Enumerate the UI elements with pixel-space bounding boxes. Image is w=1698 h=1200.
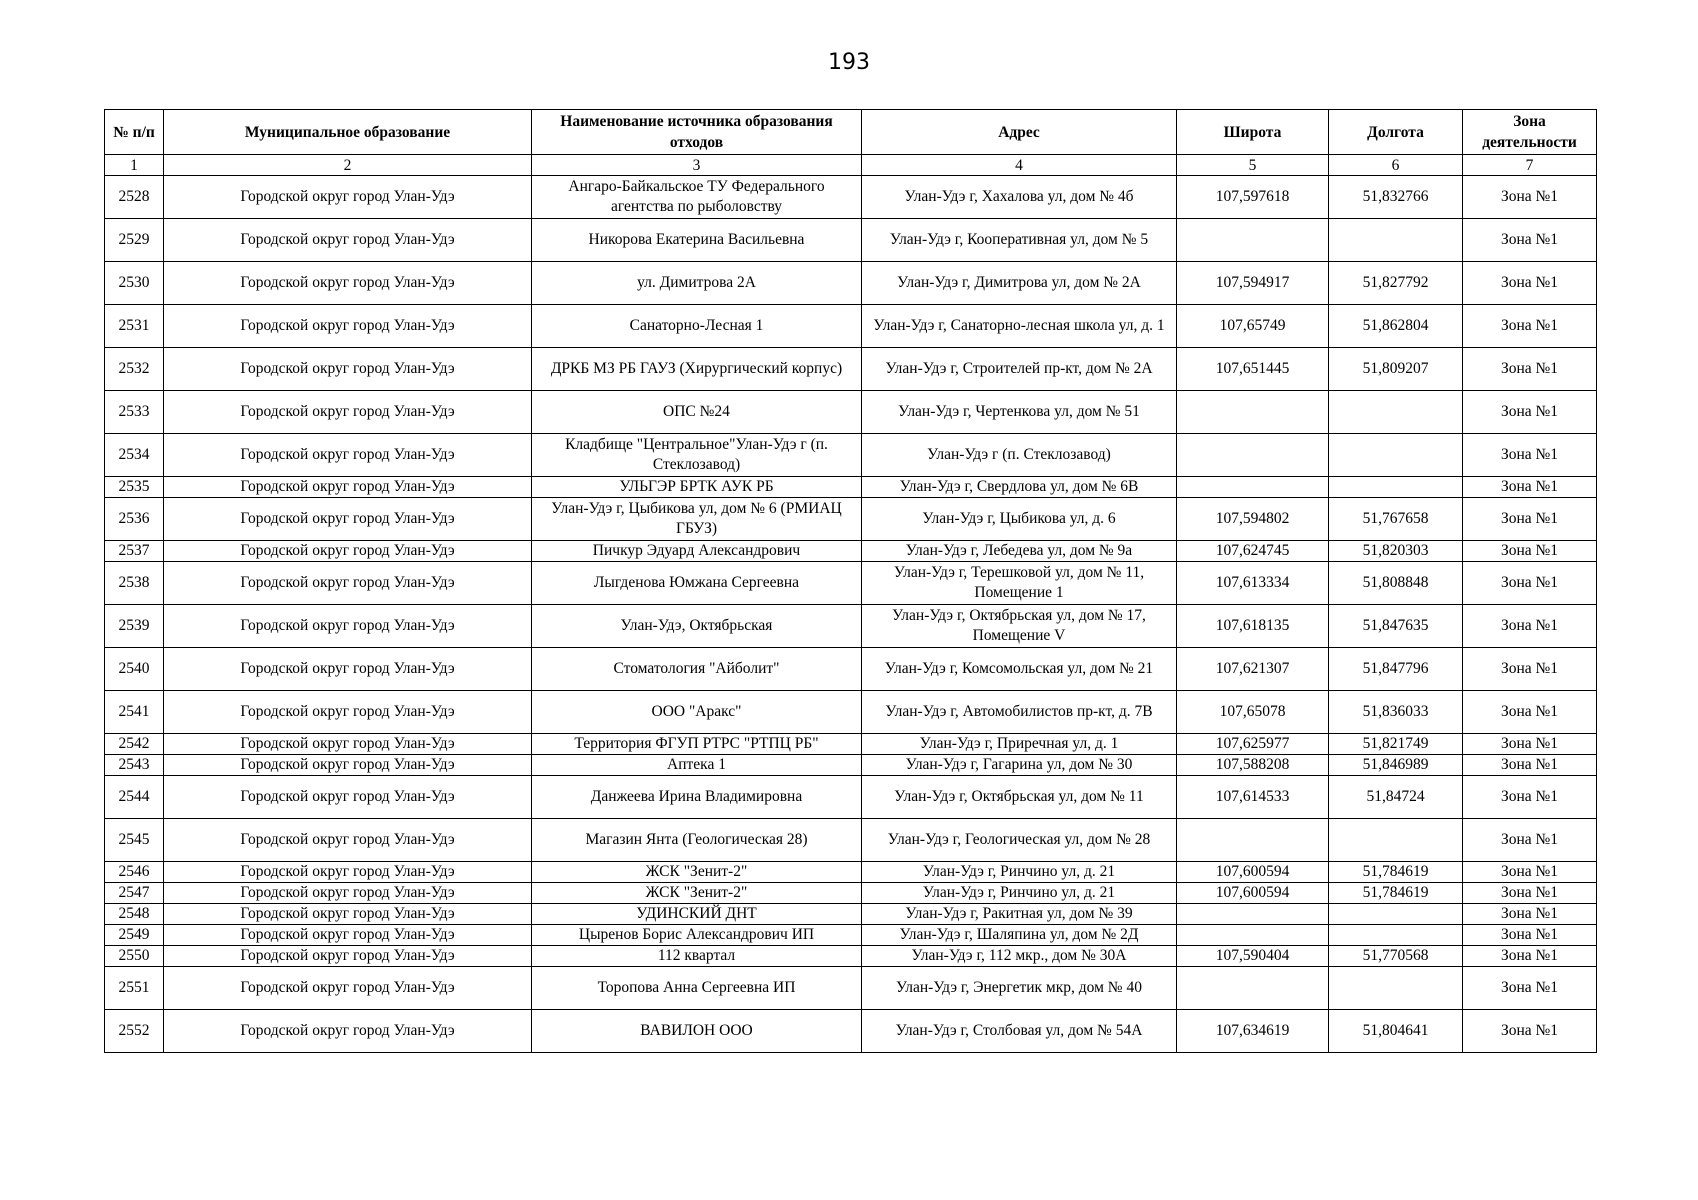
municipality-cell: Городской округ город Улан-Удэ	[164, 434, 532, 477]
table-row	[105, 755, 1597, 776]
longitude-cell: 51,770568	[1329, 946, 1463, 967]
row-number: 2536	[105, 498, 164, 541]
table-row	[105, 305, 1597, 348]
address-cell: Улан-Удэ г, Ракитная ул, дом № 39	[862, 904, 1177, 925]
column-number: 4	[862, 155, 1177, 176]
municipality-cell: Городской округ город Улан-Удэ	[164, 1010, 532, 1053]
table-row	[105, 883, 1597, 904]
longitude-cell: 51,784619	[1329, 883, 1463, 904]
address-cell: Улан-Удэ г (п. Стеклозавод)	[862, 434, 1177, 477]
latitude-cell: 107,624745	[1177, 541, 1329, 562]
municipality-cell: Городской округ город Улан-Удэ	[164, 262, 532, 305]
table-row	[105, 605, 1597, 648]
latitude-cell: 107,625977	[1177, 734, 1329, 755]
latitude-cell: 107,588208	[1177, 755, 1329, 776]
longitude-cell	[1329, 219, 1463, 262]
zone-cell: Зона №1	[1463, 946, 1597, 967]
table-row	[105, 477, 1597, 498]
municipality-cell: Городской округ город Улан-Удэ	[164, 648, 532, 691]
row-number: 2547	[105, 883, 164, 904]
row-number: 2543	[105, 755, 164, 776]
table-row	[105, 348, 1597, 391]
address-cell: Улан-Удэ г, Терешковой ул, дом № 11, Помещение 1	[862, 562, 1177, 605]
zone-cell: Зона №1	[1463, 219, 1597, 262]
municipality-cell: Городской округ город Улан-Удэ	[164, 348, 532, 391]
row-number: 2550	[105, 946, 164, 967]
waste-sources-table	[104, 109, 1597, 1053]
longitude-cell: 51,846989	[1329, 755, 1463, 776]
header-source-name: Наименование источника образования отходов	[532, 110, 862, 155]
zone-cell: Зона №1	[1463, 305, 1597, 348]
longitude-cell: 51,836033	[1329, 691, 1463, 734]
zone-cell: Зона №1	[1463, 541, 1597, 562]
longitude-cell: 51,84724	[1329, 776, 1463, 819]
address-cell: Улан-Удэ г, Санаторно-лесная школа ул, д. 1	[862, 305, 1177, 348]
column-number: 5	[1177, 155, 1329, 176]
latitude-cell: 107,590404	[1177, 946, 1329, 967]
table-row	[105, 946, 1597, 967]
address-cell: Улан-Удэ г, Энергетик мкр, дом № 40	[862, 967, 1177, 1010]
source-name-cell: Магазин Янта (Геологическая 28)	[532, 819, 862, 862]
table-row	[105, 862, 1597, 883]
address-cell: Улан-Удэ г, Кооперативная ул, дом № 5	[862, 219, 1177, 262]
address-cell: Улан-Удэ г, Строителей пр-кт, дом № 2А	[862, 348, 1177, 391]
row-number: 2540	[105, 648, 164, 691]
table-row	[105, 498, 1597, 541]
source-name-cell: УЛЬГЭР БРТК АУК РБ	[532, 477, 862, 498]
row-number: 2546	[105, 862, 164, 883]
address-cell: Улан-Удэ г, Чертенкова ул, дом № 51	[862, 391, 1177, 434]
table-row	[105, 967, 1597, 1010]
column-number: 1	[105, 155, 164, 176]
zone-cell: Зона №1	[1463, 967, 1597, 1010]
table-row	[105, 776, 1597, 819]
source-name-cell: Аптека 1	[532, 755, 862, 776]
source-name-cell: Данжеева Ирина Владимировна	[532, 776, 862, 819]
address-cell: Улан-Удэ г, Ринчино ул, д. 21	[862, 862, 1177, 883]
latitude-cell	[1177, 904, 1329, 925]
longitude-cell: 51,767658	[1329, 498, 1463, 541]
source-name-cell: Пичкур Эдуард Александрович	[532, 541, 862, 562]
municipality-cell: Городской округ город Улан-Удэ	[164, 925, 532, 946]
longitude-cell	[1329, 819, 1463, 862]
header-longitude: Долгота	[1329, 110, 1463, 155]
address-cell: Улан-Удэ г, Свердлова ул, дом № 6В	[862, 477, 1177, 498]
zone-cell: Зона №1	[1463, 562, 1597, 605]
latitude-cell	[1177, 219, 1329, 262]
zone-cell: Зона №1	[1463, 755, 1597, 776]
source-name-cell: Санаторно-Лесная 1	[532, 305, 862, 348]
zone-cell: Зона №1	[1463, 477, 1597, 498]
header-row	[105, 110, 1597, 155]
latitude-cell: 107,614533	[1177, 776, 1329, 819]
table-row	[105, 262, 1597, 305]
latitude-cell	[1177, 391, 1329, 434]
zone-cell: Зона №1	[1463, 176, 1597, 219]
municipality-cell: Городской округ город Улан-Удэ	[164, 391, 532, 434]
source-name-cell: Торопова Анна Сергеевна ИП	[532, 967, 862, 1010]
source-name-cell: Кладбище "Центральное"Улан-Удэ г (п. Стеклозавод)	[532, 434, 862, 477]
municipality-cell: Городской округ город Улан-Удэ	[164, 862, 532, 883]
municipality-cell: Городской округ город Улан-Удэ	[164, 734, 532, 755]
zone-cell: Зона №1	[1463, 734, 1597, 755]
table-row	[105, 819, 1597, 862]
zone-cell: Зона №1	[1463, 691, 1597, 734]
latitude-cell: 107,594802	[1177, 498, 1329, 541]
row-number: 2528	[105, 176, 164, 219]
zone-cell: Зона №1	[1463, 391, 1597, 434]
municipality-cell: Городской округ город Улан-Удэ	[164, 883, 532, 904]
source-name-cell: 112 квартал	[532, 946, 862, 967]
address-cell: Улан-Удэ г, Цыбикова ул, д. 6	[862, 498, 1177, 541]
municipality-cell: Городской округ город Улан-Удэ	[164, 562, 532, 605]
zone-cell: Зона №1	[1463, 434, 1597, 477]
source-name-cell: ОПС №24	[532, 391, 862, 434]
row-number: 2539	[105, 605, 164, 648]
row-number: 2552	[105, 1010, 164, 1053]
municipality-cell: Городской округ город Улан-Удэ	[164, 305, 532, 348]
source-name-cell: Никорова Екатерина Васильевна	[532, 219, 862, 262]
latitude-cell: 107,600594	[1177, 883, 1329, 904]
column-number: 3	[532, 155, 862, 176]
header-zone: Зона деятельности	[1463, 110, 1597, 155]
latitude-cell	[1177, 477, 1329, 498]
address-cell: Улан-Удэ г, Ринчино ул, д. 21	[862, 883, 1177, 904]
source-name-cell: Стоматология "Айболит"	[532, 648, 862, 691]
longitude-cell	[1329, 967, 1463, 1010]
longitude-cell: 51,832766	[1329, 176, 1463, 219]
zone-cell: Зона №1	[1463, 883, 1597, 904]
address-cell: Улан-Удэ г, Приречная ул, д. 1	[862, 734, 1177, 755]
longitude-cell: 51,808848	[1329, 562, 1463, 605]
zone-cell: Зона №1	[1463, 862, 1597, 883]
latitude-cell: 107,594917	[1177, 262, 1329, 305]
municipality-cell: Городской округ город Улан-Удэ	[164, 904, 532, 925]
longitude-cell	[1329, 904, 1463, 925]
page-number: 193	[828, 50, 870, 75]
table-row	[105, 176, 1597, 219]
table-row	[105, 925, 1597, 946]
zone-cell: Зона №1	[1463, 776, 1597, 819]
latitude-cell: 107,613334	[1177, 562, 1329, 605]
address-cell: Улан-Удэ г, Хахалова ул, дом № 4б	[862, 176, 1177, 219]
municipality-cell: Городской округ город Улан-Удэ	[164, 605, 532, 648]
municipality-cell: Городской округ город Улан-Удэ	[164, 755, 532, 776]
table-row	[105, 904, 1597, 925]
longitude-cell: 51,820303	[1329, 541, 1463, 562]
zone-cell: Зона №1	[1463, 819, 1597, 862]
longitude-cell: 51,804641	[1329, 1010, 1463, 1053]
header-municipality: Муниципальное образование	[164, 110, 532, 155]
row-number: 2545	[105, 819, 164, 862]
source-name-cell: ЖСК "Зенит-2"	[532, 883, 862, 904]
table-row	[105, 648, 1597, 691]
municipality-cell: Городской округ город Улан-Удэ	[164, 498, 532, 541]
latitude-cell: 107,621307	[1177, 648, 1329, 691]
source-name-cell: ДРКБ МЗ РБ ГАУЗ (Хирургический корпус)	[532, 348, 862, 391]
source-name-cell: ООО "Аракс"	[532, 691, 862, 734]
table-row	[105, 391, 1597, 434]
address-cell: Улан-Удэ г, Лебедева ул, дом № 9а	[862, 541, 1177, 562]
longitude-cell: 51,847796	[1329, 648, 1463, 691]
municipality-cell: Городской округ город Улан-Удэ	[164, 946, 532, 967]
row-number: 2533	[105, 391, 164, 434]
header-latitude: Широта	[1177, 110, 1329, 155]
source-name-cell: Территория ФГУП РТРС "РТПЦ РБ"	[532, 734, 862, 755]
row-number: 2541	[105, 691, 164, 734]
column-number: 2	[164, 155, 532, 176]
longitude-cell	[1329, 477, 1463, 498]
latitude-cell	[1177, 925, 1329, 946]
address-cell: Улан-Удэ г, Гагарина ул, дом № 30	[862, 755, 1177, 776]
table-row	[105, 562, 1597, 605]
municipality-cell: Городской округ город Улан-Удэ	[164, 541, 532, 562]
longitude-cell: 51,862804	[1329, 305, 1463, 348]
address-cell: Улан-Удэ г, 112 мкр., дом № 30А	[862, 946, 1177, 967]
source-name-cell: Цыренов Борис Александрович ИП	[532, 925, 862, 946]
address-cell: Улан-Удэ г, Автомобилистов пр-кт, д. 7В	[862, 691, 1177, 734]
header-number: № п/п	[105, 110, 164, 155]
longitude-cell: 51,827792	[1329, 262, 1463, 305]
source-name-cell: ул. Димитрова 2А	[532, 262, 862, 305]
address-cell: Улан-Удэ г, Шаляпина ул, дом № 2Д	[862, 925, 1177, 946]
zone-cell: Зона №1	[1463, 925, 1597, 946]
row-number: 2551	[105, 967, 164, 1010]
header-address: Адрес	[862, 110, 1177, 155]
table-row	[105, 734, 1597, 755]
latitude-cell: 107,634619	[1177, 1010, 1329, 1053]
address-cell: Улан-Удэ г, Комсомольская ул, дом № 21	[862, 648, 1177, 691]
row-number: 2535	[105, 477, 164, 498]
source-name-cell: ЖСК "Зенит-2"	[532, 862, 862, 883]
row-number: 2542	[105, 734, 164, 755]
row-number: 2537	[105, 541, 164, 562]
row-number: 2548	[105, 904, 164, 925]
column-number: 6	[1329, 155, 1463, 176]
longitude-cell: 51,821749	[1329, 734, 1463, 755]
table-body	[105, 155, 1597, 1053]
column-number-row	[105, 155, 1597, 176]
latitude-cell: 107,600594	[1177, 862, 1329, 883]
address-cell: Улан-Удэ г, Геологическая ул, дом № 28	[862, 819, 1177, 862]
municipality-cell: Городской округ город Улан-Удэ	[164, 691, 532, 734]
address-cell: Улан-Удэ г, Октябрьская ул, дом № 11	[862, 776, 1177, 819]
municipality-cell: Городской округ город Улан-Удэ	[164, 176, 532, 219]
address-cell: Улан-Удэ г, Октябрьская ул, дом № 17, Помещение V	[862, 605, 1177, 648]
longitude-cell: 51,784619	[1329, 862, 1463, 883]
row-number: 2544	[105, 776, 164, 819]
zone-cell: Зона №1	[1463, 1010, 1597, 1053]
latitude-cell	[1177, 434, 1329, 477]
latitude-cell: 107,65078	[1177, 691, 1329, 734]
latitude-cell	[1177, 819, 1329, 862]
latitude-cell: 107,651445	[1177, 348, 1329, 391]
zone-cell: Зона №1	[1463, 262, 1597, 305]
source-name-cell: ВАВИЛОН ООО	[532, 1010, 862, 1053]
longitude-cell	[1329, 434, 1463, 477]
longitude-cell: 51,847635	[1329, 605, 1463, 648]
row-number: 2530	[105, 262, 164, 305]
column-number: 7	[1463, 155, 1597, 176]
zone-cell: Зона №1	[1463, 904, 1597, 925]
source-name-cell: Ангаро-Байкальское ТУ Федерального агентства по рыболовству	[532, 176, 862, 219]
municipality-cell: Городской округ город Улан-Удэ	[164, 967, 532, 1010]
municipality-cell: Городской округ город Улан-Удэ	[164, 477, 532, 498]
address-cell: Улан-Удэ г, Димитрова ул, дом № 2А	[862, 262, 1177, 305]
latitude-cell: 107,618135	[1177, 605, 1329, 648]
row-number: 2531	[105, 305, 164, 348]
zone-cell: Зона №1	[1463, 498, 1597, 541]
table-row	[105, 219, 1597, 262]
table-row	[105, 1010, 1597, 1053]
municipality-cell: Городской округ город Улан-Удэ	[164, 776, 532, 819]
row-number: 2529	[105, 219, 164, 262]
source-name-cell: Улан-Удэ, Октябрьская	[532, 605, 862, 648]
longitude-cell	[1329, 391, 1463, 434]
row-number: 2538	[105, 562, 164, 605]
municipality-cell: Городской округ город Улан-Удэ	[164, 819, 532, 862]
source-name-cell: Лыгденова Юмжана Сергеевна	[532, 562, 862, 605]
source-name-cell: Улан-Удэ г, Цыбикова ул, дом № 6 (РМИАЦ ГБУЗ)	[532, 498, 862, 541]
row-number: 2549	[105, 925, 164, 946]
table-row	[105, 691, 1597, 734]
table-row	[105, 434, 1597, 477]
zone-cell: Зона №1	[1463, 648, 1597, 691]
table-row	[105, 541, 1597, 562]
municipality-cell: Городской округ город Улан-Удэ	[164, 219, 532, 262]
latitude-cell: 107,597618	[1177, 176, 1329, 219]
latitude-cell: 107,65749	[1177, 305, 1329, 348]
zone-cell: Зона №1	[1463, 348, 1597, 391]
latitude-cell	[1177, 967, 1329, 1010]
zone-cell: Зона №1	[1463, 605, 1597, 648]
longitude-cell	[1329, 925, 1463, 946]
source-name-cell: УДИНСКИЙ ДНТ	[532, 904, 862, 925]
row-number: 2534	[105, 434, 164, 477]
row-number: 2532	[105, 348, 164, 391]
address-cell: Улан-Удэ г, Столбовая ул, дом № 54А	[862, 1010, 1177, 1053]
longitude-cell: 51,809207	[1329, 348, 1463, 391]
